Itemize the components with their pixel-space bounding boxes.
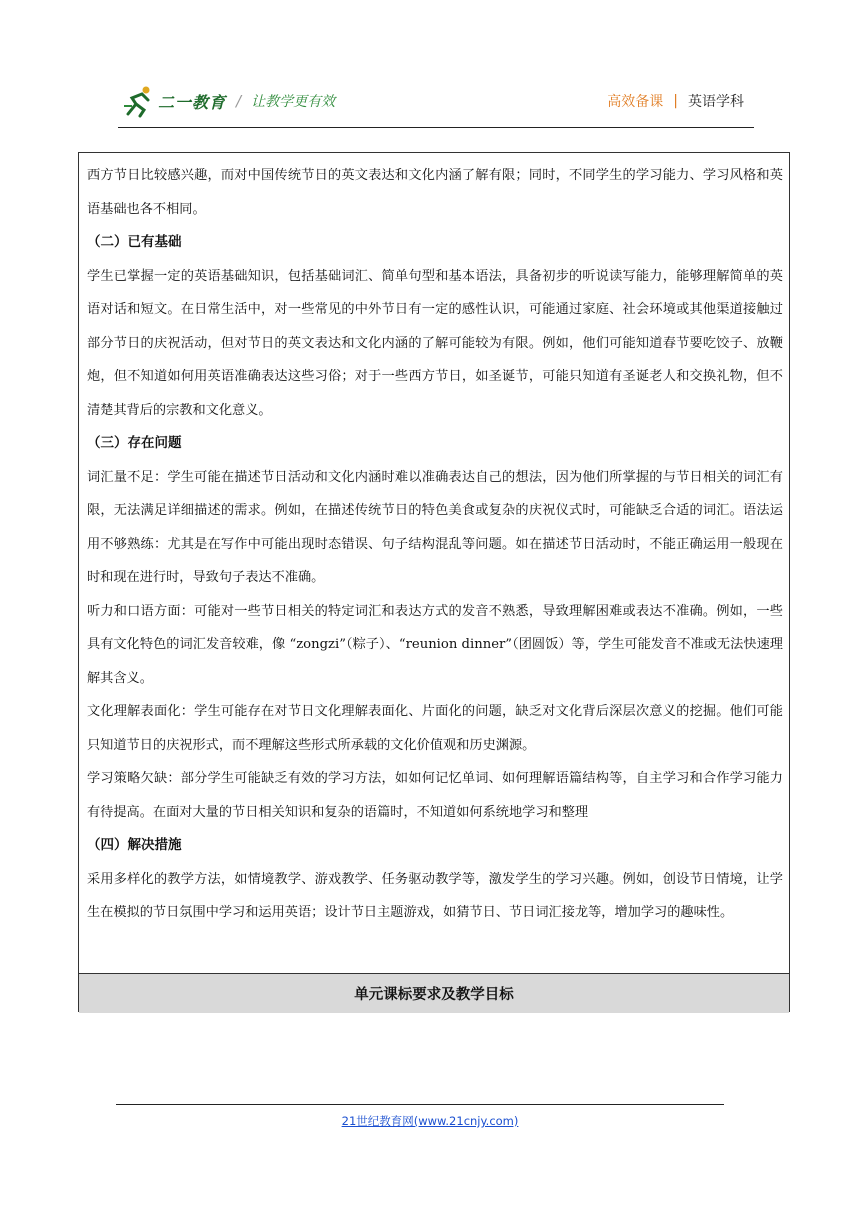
tag-separator: | (673, 93, 678, 109)
paragraph-vocabulary-grammar: 词汇量不足：学生可能在描述节日活动和文化内涵时难以准确表达自己的想法，因为他们所掌握的与节日相关的词汇有限，无法满足详细描述的需求。例如，在描述传统节日的特色美食或复杂的庆祝仪式时，可能缺乏合适的词汇。语法运用不够熟练：尤其是在写作中可能出现时态错误、句子结构混乱等问题。如在描述节日活动时，不能正确运用一般现在时和现在进行时，导致句子表达不准确。 (87, 469, 783, 585)
paragraph-intro-continued: 西方节日比较感兴趣，而对中国传统节日的英文表达和文化内涵了解有限；同时，不同学生的学习能力、学习风格和英语基础也各不相同。 (87, 168, 783, 217)
content-table (78, 152, 790, 1012)
paragraph-existing-foundation: 学生已掌握一定的英语基础知识，包括基础词汇、简单句型和基本语法，具备初步的听说读写能力，能够理解简单的英语对话和短文。在日常生活中，对一些常见的中外节日有一定的感性认识，可能通过家庭、社会环境或其他渠道接触过部分节日的庆祝活动，但对节日的英文表达和文化内涵的了解可能较为有限。例如，他们可能知道春节要吃饺子、放鞭炮，但不知道如何用英语准确表达这些习俗；对于一些西方节日，如圣诞节，可能只知道有圣诞老人和交换礼物，但不清楚其背后的宗教和文化意义。 (87, 268, 783, 418)
brand-slash: / (236, 92, 242, 110)
table-cell-content (87, 159, 783, 930)
footer-rule (116, 1104, 724, 1105)
header-rule (118, 127, 754, 128)
page-header (118, 80, 754, 130)
footer-website-link[interactable]: 21世纪教育网(www.21cnjy.com) (341, 1114, 519, 1128)
table-section-header: 单元课标要求及教学目标 (79, 973, 789, 1013)
paragraph-cultural-understanding: 文化理解表面化：学生可能存在对节日文化理解表面化、片面化的问题，缺乏对文化背后深层次意义的挖掘。他们可能只知道节日的庆祝形式，而不理解这些形式所承载的文化价值观和历史渊源。 (87, 704, 783, 753)
brand-name: 二一教育 (158, 92, 227, 112)
brand-slogan: 让教学更有效 (251, 94, 336, 110)
logo (122, 84, 335, 118)
tag-subject: 英语学科 (688, 94, 744, 110)
paragraph-learning-strategies: 学习策略欠缺：部分学生可能缺乏有效的学习方法，如如何记忆单词、如何理解语篇结构等，自主学习和合作学习能力有待提高。在面对大量的节日相关知识和复杂的语篇时，不知道如何系统地学习和整理 (87, 771, 783, 820)
heading-solutions: （四）解决措施 (87, 837, 182, 853)
runner-logo-icon (122, 84, 156, 118)
paragraph-solutions: 采用多样化的教学方法，如情境教学、游戏教学、任务驱动教学等，激发学生的学习兴趣。例如，创设节日情境，让学生在模拟的节日氛围中学习和运用英语；设计节日主题游戏，如猜节日、节日词汇接龙等，增加学习的趣味性。 (87, 871, 783, 920)
header-tags (607, 91, 744, 111)
heading-existing-foundation: （二）已有基础 (87, 234, 182, 250)
tag-efficient-prep: 高效备课 (607, 94, 664, 110)
heading-existing-problems: （三）存在问题 (87, 435, 182, 451)
paragraph-listening-speaking: 听力和口语方面：可能对一些节日相关的特定词汇和表达方式的发音不熟悉，导致理解困难或表达不准确。例如，一些具有文化特色的词汇发音较难，像 “zongzi”（粽子）、“reunion dinner”（团圆饭）等，学生可能发音不准或无法快速理解其含义。 (87, 603, 783, 686)
